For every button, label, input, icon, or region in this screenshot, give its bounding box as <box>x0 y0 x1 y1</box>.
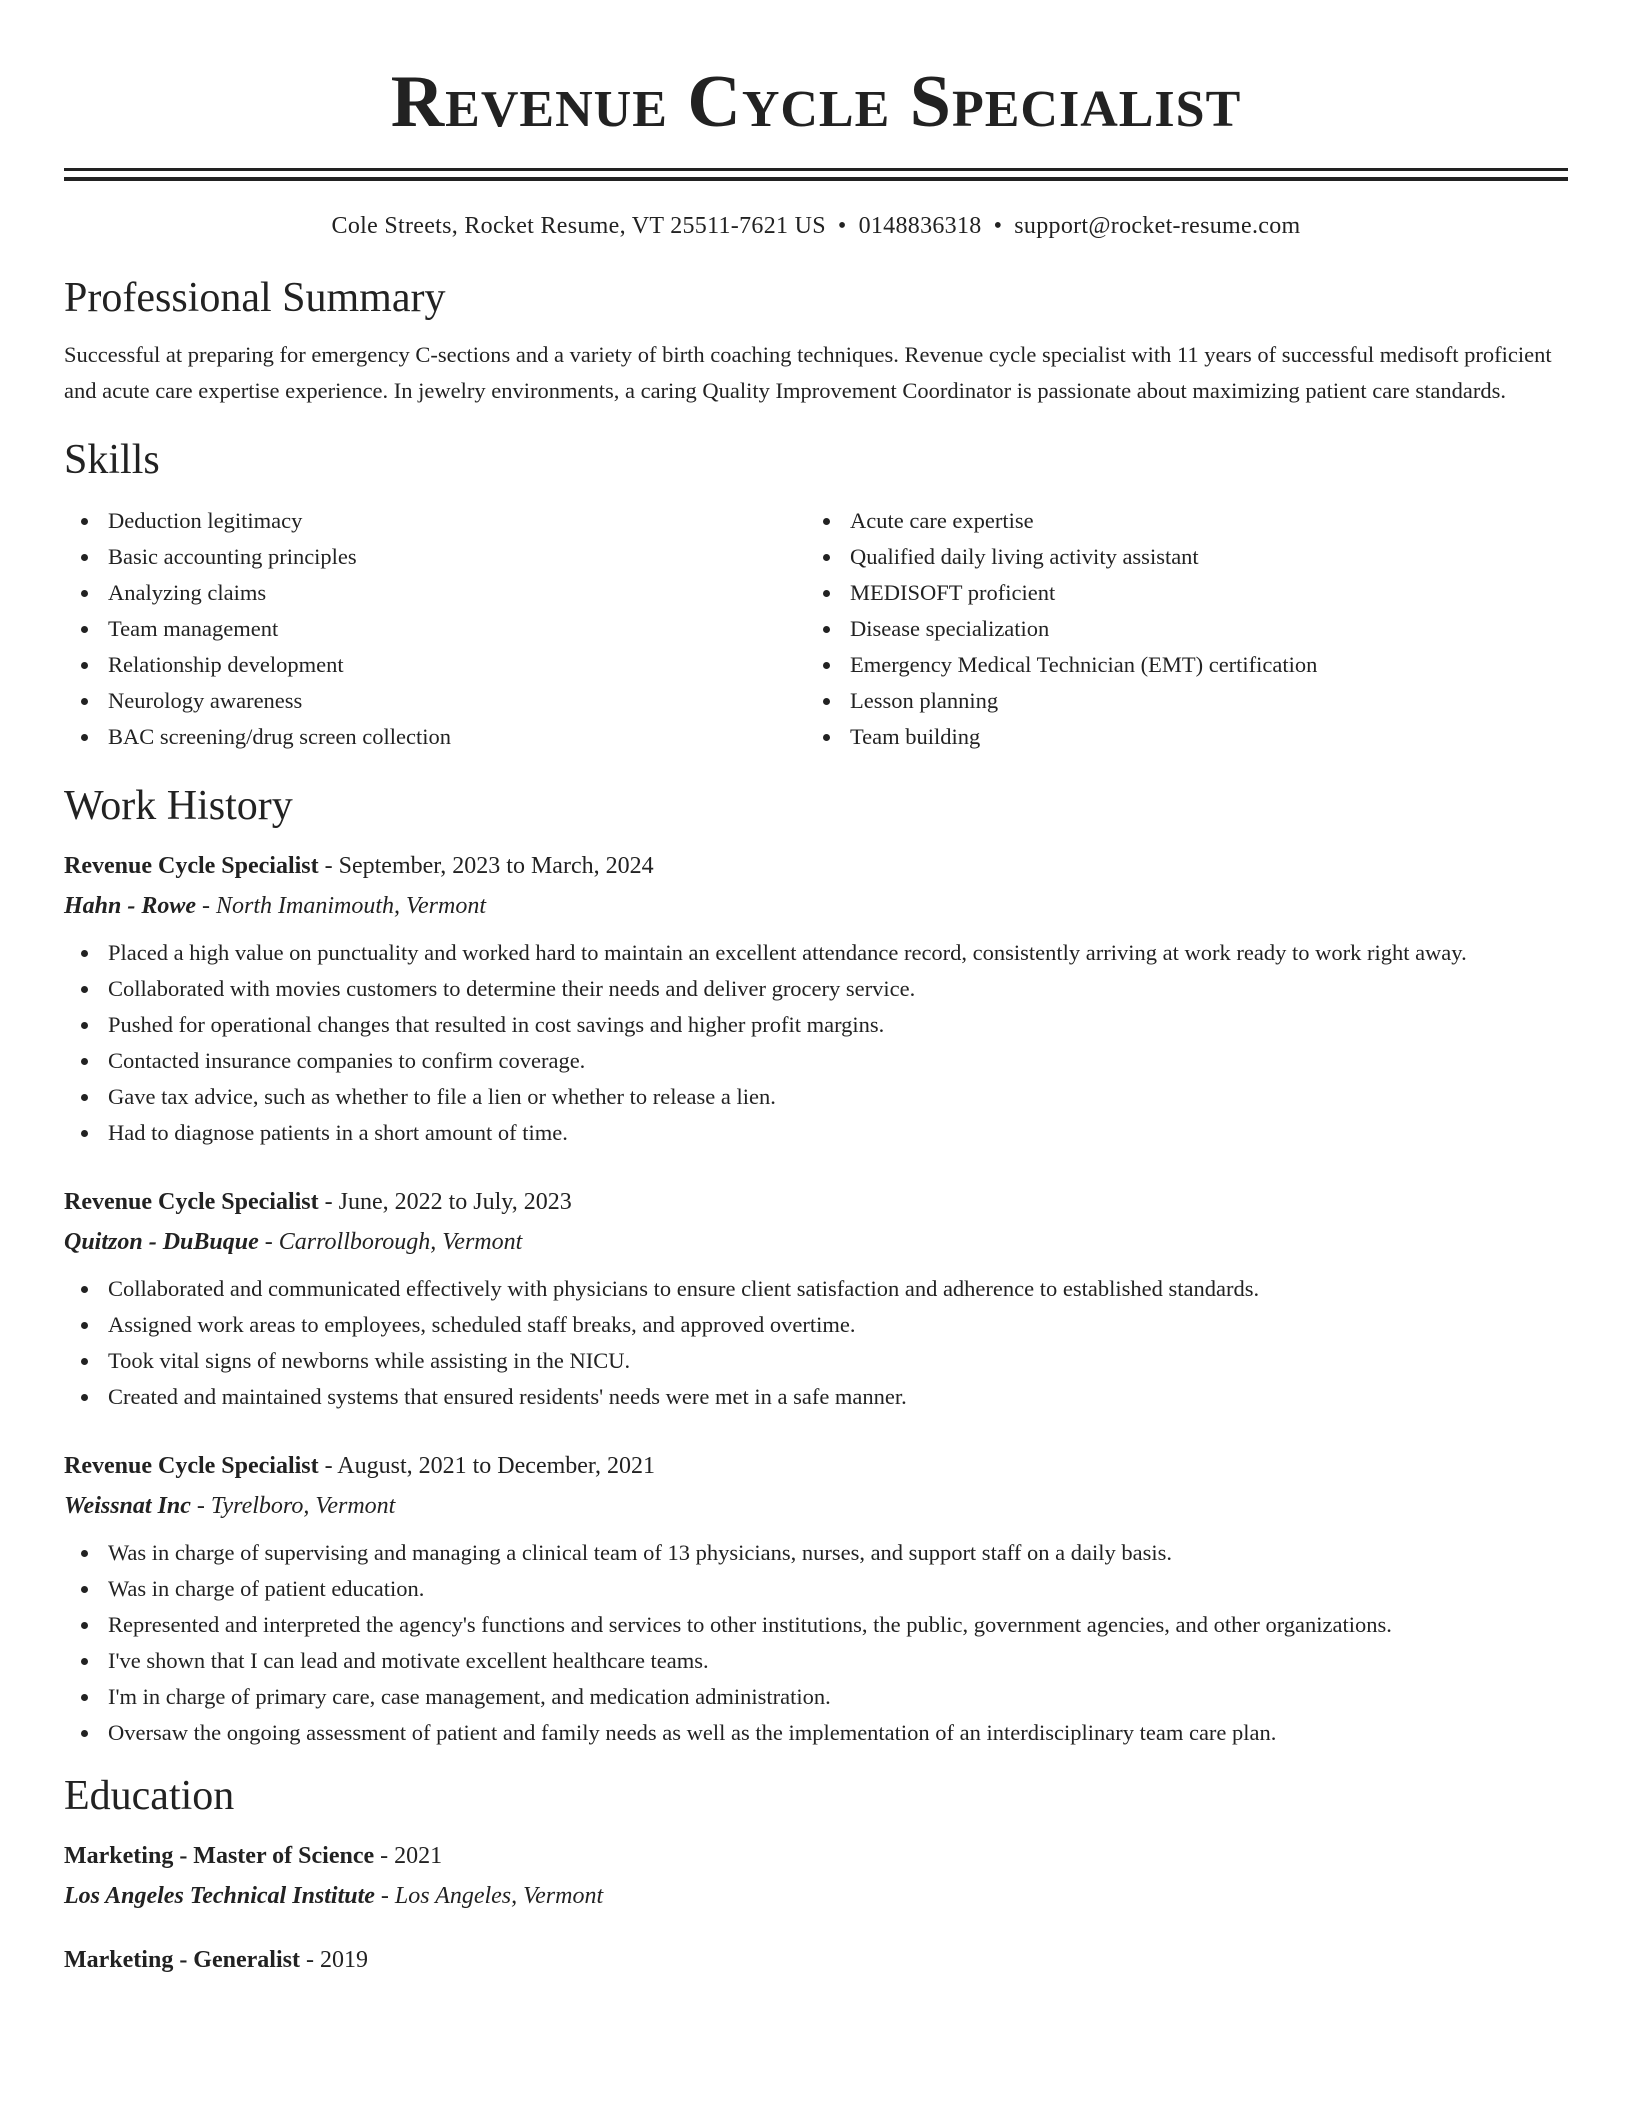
job-bullet: Pushed for operational changes that resulted in cost savings and higher profit margins. <box>64 1007 1568 1043</box>
skill-item: MEDISOFT proficient <box>806 575 1548 611</box>
job-bullet: Collaborated and communicated effectively with physicians to ensure client satisfaction and adherence to established standards. <box>64 1271 1568 1307</box>
job-bullet: Was in charge of supervising and managing a clinical team of 13 physicians, nurses, and support staff on a daily basis. <box>64 1535 1568 1571</box>
skills-column-right <box>806 503 1548 755</box>
education-degree: Marketing - Generalist <box>64 1947 300 1973</box>
job-location: - North Imanimouth, Vermont <box>196 893 487 919</box>
title-divider-bottom <box>64 177 1568 181</box>
education-entry <box>64 1943 1568 1977</box>
job-bullet: Represented and interpreted the agency's functions and services to other institutions, the public, government agencies, and other organizations. <box>64 1607 1568 1643</box>
skills-heading: Skills <box>64 437 160 483</box>
skill-item: Deduction legitimacy <box>64 503 806 539</box>
resume-title: Revenue Cycle Specialist <box>390 61 1242 143</box>
education-heading: Education <box>64 1773 235 1819</box>
skill-item: Qualified daily living activity assistant <box>806 539 1548 575</box>
contact-separator: • <box>993 213 1003 239</box>
job-bullet: Created and maintained systems that ensured residents' needs were met in a safe manner. <box>64 1379 1568 1415</box>
job-bullet: I'm in charge of primary care, case management, and medication administration. <box>64 1679 1568 1715</box>
skill-item: Relationship development <box>64 647 806 683</box>
skill-item: Basic accounting principles <box>64 539 806 575</box>
job-bullet: Assigned work areas to employees, scheduled staff breaks, and approved overtime. <box>64 1307 1568 1343</box>
skill-item: Disease specialization <box>806 611 1548 647</box>
job-location: - Carrollborough, Vermont <box>258 1229 523 1255</box>
work-history-heading: Work History <box>64 783 293 829</box>
job-bullets <box>64 1271 1568 1415</box>
job-title: Revenue Cycle Specialist <box>64 1189 319 1215</box>
resume-page <box>64 0 1568 1977</box>
contact-separator: • <box>837 213 847 239</box>
job-bullet: Contacted insurance companies to confirm coverage. <box>64 1043 1568 1079</box>
skill-item: Team management <box>64 611 806 647</box>
education-location: - Los Angeles, Vermont <box>374 1883 604 1909</box>
contact-phone: 0148836318 <box>858 213 982 239</box>
job-title: Revenue Cycle Specialist <box>64 1453 319 1479</box>
skill-item: Lesson planning <box>806 683 1548 719</box>
education-degree-line <box>64 1839 1568 1873</box>
job-bullet: Had to diagnose patients in a short amount of time. <box>64 1115 1568 1151</box>
skill-item: Emergency Medical Technician (EMT) certification <box>806 647 1548 683</box>
job-company: Hahn - Rowe <box>64 893 197 919</box>
skill-item: Analyzing claims <box>64 575 806 611</box>
job-company-line <box>64 889 1568 923</box>
contact-address: Cole Streets, Rocket Resume, VT 25511-7621 US <box>331 213 826 239</box>
job-bullet: Was in charge of patient education. <box>64 1571 1568 1607</box>
contact-line <box>64 211 1568 241</box>
job-company: Weissnat Inc <box>64 1493 191 1519</box>
job-location: - Tyrelboro, Vermont <box>190 1493 396 1519</box>
job-bullets <box>64 1535 1568 1751</box>
job-bullets <box>64 935 1568 1151</box>
job-title-line <box>64 1449 1568 1483</box>
education-year: - 2021 <box>374 1843 443 1869</box>
skill-item: Acute care expertise <box>806 503 1548 539</box>
skills-list <box>64 503 1568 755</box>
job-company: Quitzon - DuBuque <box>64 1229 259 1255</box>
job-bullet: I've shown that I can lead and motivate excellent healthcare teams. <box>64 1643 1568 1679</box>
education-entry <box>64 1839 1568 1913</box>
job-entry <box>64 1185 1568 1415</box>
education-degree: Marketing - Master of Science <box>64 1843 375 1869</box>
education-school: Los Angeles Technical Institute <box>64 1883 375 1909</box>
job-dates: - June, 2022 to July, 2023 <box>318 1189 572 1215</box>
summary-heading: Professional Summary <box>64 275 446 321</box>
job-title: Revenue Cycle Specialist <box>64 853 319 879</box>
job-bullet: Gave tax advice, such as whether to file a lien or whether to release a lien. <box>64 1079 1568 1115</box>
summary-text: Successful at preparing for emergency C-sections and a variety of birth coaching techniques. Revenue cycle specialist with 11 years of successful medisoft proficient and acute care expertise experience. In jewelry environments, a caring Quality Improvement Coordinator is passionate about maximizing patient care standards. <box>64 342 1552 403</box>
title-divider-top <box>64 168 1568 171</box>
job-title-line <box>64 1185 1568 1219</box>
skills-column-left <box>64 503 806 755</box>
job-bullet: Placed a high value on punctuality and worked hard to maintain an excellent attendance record, consistently arriving at work ready to work right away. <box>64 935 1568 971</box>
job-bullet: Took vital signs of newborns while assisting in the NICU. <box>64 1343 1568 1379</box>
job-dates: - September, 2023 to March, 2024 <box>318 853 654 879</box>
job-bullet: Collaborated with movies customers to determine their needs and deliver grocery service. <box>64 971 1568 1007</box>
education-degree-line <box>64 1943 1568 1977</box>
job-dates: - August, 2021 to December, 2021 <box>318 1453 655 1479</box>
job-bullet: Oversaw the ongoing assessment of patient and family needs as well as the implementation of an interdisciplinary team care plan. <box>64 1715 1568 1751</box>
job-company-line <box>64 1225 1568 1259</box>
skill-item: BAC screening/drug screen collection <box>64 719 806 755</box>
contact-email: support@rocket-resume.com <box>1014 213 1301 239</box>
education-school-line <box>64 1879 1568 1913</box>
job-company-line <box>64 1489 1568 1523</box>
skill-item: Neurology awareness <box>64 683 806 719</box>
job-title-line <box>64 849 1568 883</box>
job-entry <box>64 849 1568 1151</box>
education-year: - 2019 <box>299 1947 368 1973</box>
skill-item: Team building <box>806 719 1548 755</box>
job-entry <box>64 1449 1568 1751</box>
